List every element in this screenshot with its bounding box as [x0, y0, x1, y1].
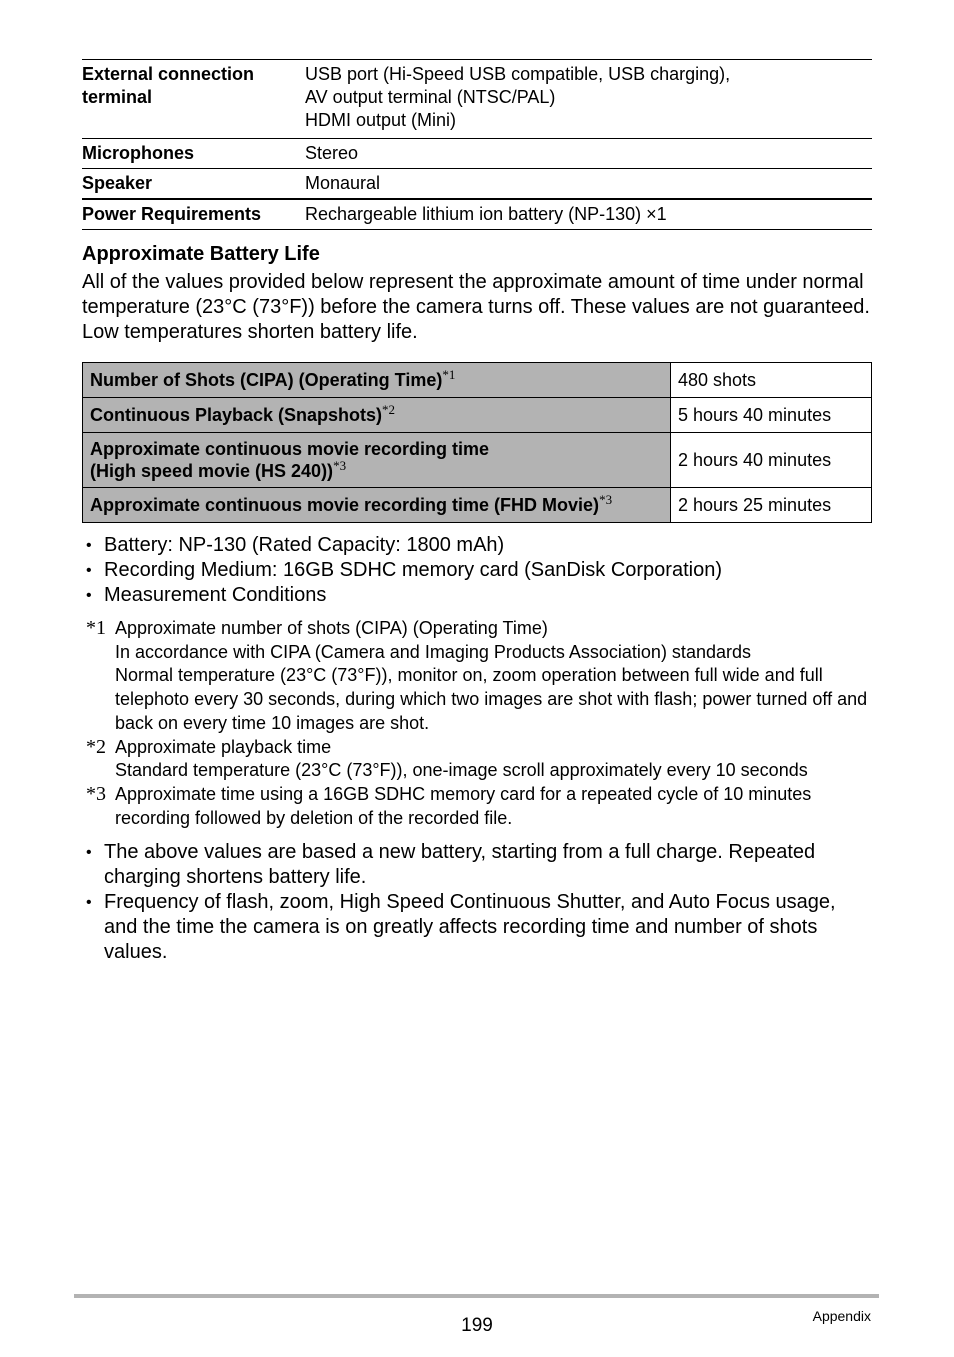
footnote-line: Normal temperature (23°C (73°F)), monitor on, zoom operation between full wide and full telephoto every 30 seconds, during which two images are shot with flash; power turned off and back on every time 10 images are shot. [115, 665, 868, 733]
footnote-ref: *3 [333, 458, 347, 473]
spec-value-line: USB port (Hi-Speed USB compatible, USB charging), [305, 64, 731, 84]
spec-value [305, 60, 872, 139]
spec-table [82, 59, 872, 230]
footnote-line: Approximate time using a 16GB SDHC memory card for a repeated cycle of 10 minutes recording followed by deletion of the recorded file. [115, 783, 812, 828]
bullet-list-2 [82, 840, 872, 965]
battery-row [83, 363, 872, 398]
battery-label-text: Number of Shots (CIPA) (Operating Time) [90, 370, 443, 390]
page-number: 199 [461, 1315, 493, 1336]
spec-value: Rechargeable lithium ion battery (NP-130) ×1 [305, 204, 667, 224]
footnote-line: Standard temperature (23°C (73°F)), one-image scroll approximately every 10 seconds [115, 760, 808, 781]
section-label: Appendix [812, 1308, 871, 1324]
footnote-ref: *1 [442, 367, 456, 382]
spec-value-line: HDMI output (Mini) [305, 110, 457, 130]
battery-value: 2 hours 40 minutes [671, 433, 872, 488]
battery-label [83, 488, 671, 523]
footnote-ref: *2 [382, 402, 396, 417]
battery-label-text: Approximate continuous movie recording time [90, 439, 490, 459]
spec-label: Power Requirements [82, 204, 262, 224]
footnote [82, 617, 872, 736]
spec-label: External connection terminal [82, 64, 255, 107]
spec-row [82, 60, 872, 139]
spec-row [82, 139, 872, 169]
list-item: • Frequency of flash, zoom, High Speed Continuous Shutter, and Auto Focus usage, and the time the camera is on greatly affects recording time and number of shots values. [82, 890, 872, 965]
battery-label-text: Approximate continuous movie recording time (FHD Movie) [90, 495, 600, 515]
list-item: • Recording Medium: 16GB SDHC memory card (SanDisk Corporation) [82, 558, 872, 583]
footnote [82, 783, 872, 830]
section-title: Approximate Battery Life [82, 243, 320, 265]
battery-row [83, 433, 872, 488]
footnote-ref: *3 [599, 492, 613, 507]
spec-label: Speaker [82, 173, 153, 193]
footnote-line: Approximate playback time [115, 736, 332, 757]
section-intro: All of the values provided below represent the approximate amount of time under normal temperature (23°C (73°F)) before the camera turns off. These values are not guaranteed. Low temperatures shorten battery life. [82, 271, 870, 343]
battery-row [83, 488, 872, 523]
battery-label [83, 363, 671, 398]
spec-value: Stereo [305, 143, 359, 163]
spec-label: Microphones [82, 143, 195, 163]
footnote-text [115, 783, 872, 830]
footnotes [82, 617, 872, 830]
spec-row [82, 199, 872, 230]
battery-label-text: Continuous Playback (Snapshots) [90, 405, 383, 425]
footnote-text [115, 617, 872, 736]
battery-label-text: (High speed movie (HS 240)) [90, 461, 334, 481]
spec-value: Monaural [305, 173, 381, 193]
footnote-mark: *2 [86, 735, 106, 758]
battery-value: 480 shots [671, 363, 872, 398]
footnote [82, 736, 872, 783]
list-item: • The above values are based a new battery, starting from a full charge. Repeated charging shortens battery life. [82, 840, 872, 890]
footnote-mark: *3 [86, 782, 106, 805]
battery-value: 5 hours 40 minutes [671, 398, 872, 433]
battery-value: 2 hours 25 minutes [671, 488, 872, 523]
battery-label [83, 433, 671, 488]
battery-table [82, 362, 872, 523]
battery-label [83, 398, 671, 433]
page-content [82, 59, 872, 965]
spec-value-line: AV output terminal (NTSC/PAL) [305, 87, 556, 107]
list-item: • Battery: NP-130 (Rated Capacity: 1800 mAh) [82, 533, 872, 558]
footnote-mark: *1 [86, 617, 106, 639]
battery-row [83, 398, 872, 433]
spec-row [82, 169, 872, 200]
bullet-list [82, 533, 872, 608]
footnote-text [115, 736, 872, 783]
footnote-line: In accordance with CIPA (Camera and Imaging Products Association) standards [115, 641, 751, 662]
footnote-line: Approximate number of shots (CIPA) (Operating Time) [115, 618, 548, 638]
list-item: • Measurement Conditions [82, 583, 872, 608]
footer-divider [74, 1294, 879, 1298]
